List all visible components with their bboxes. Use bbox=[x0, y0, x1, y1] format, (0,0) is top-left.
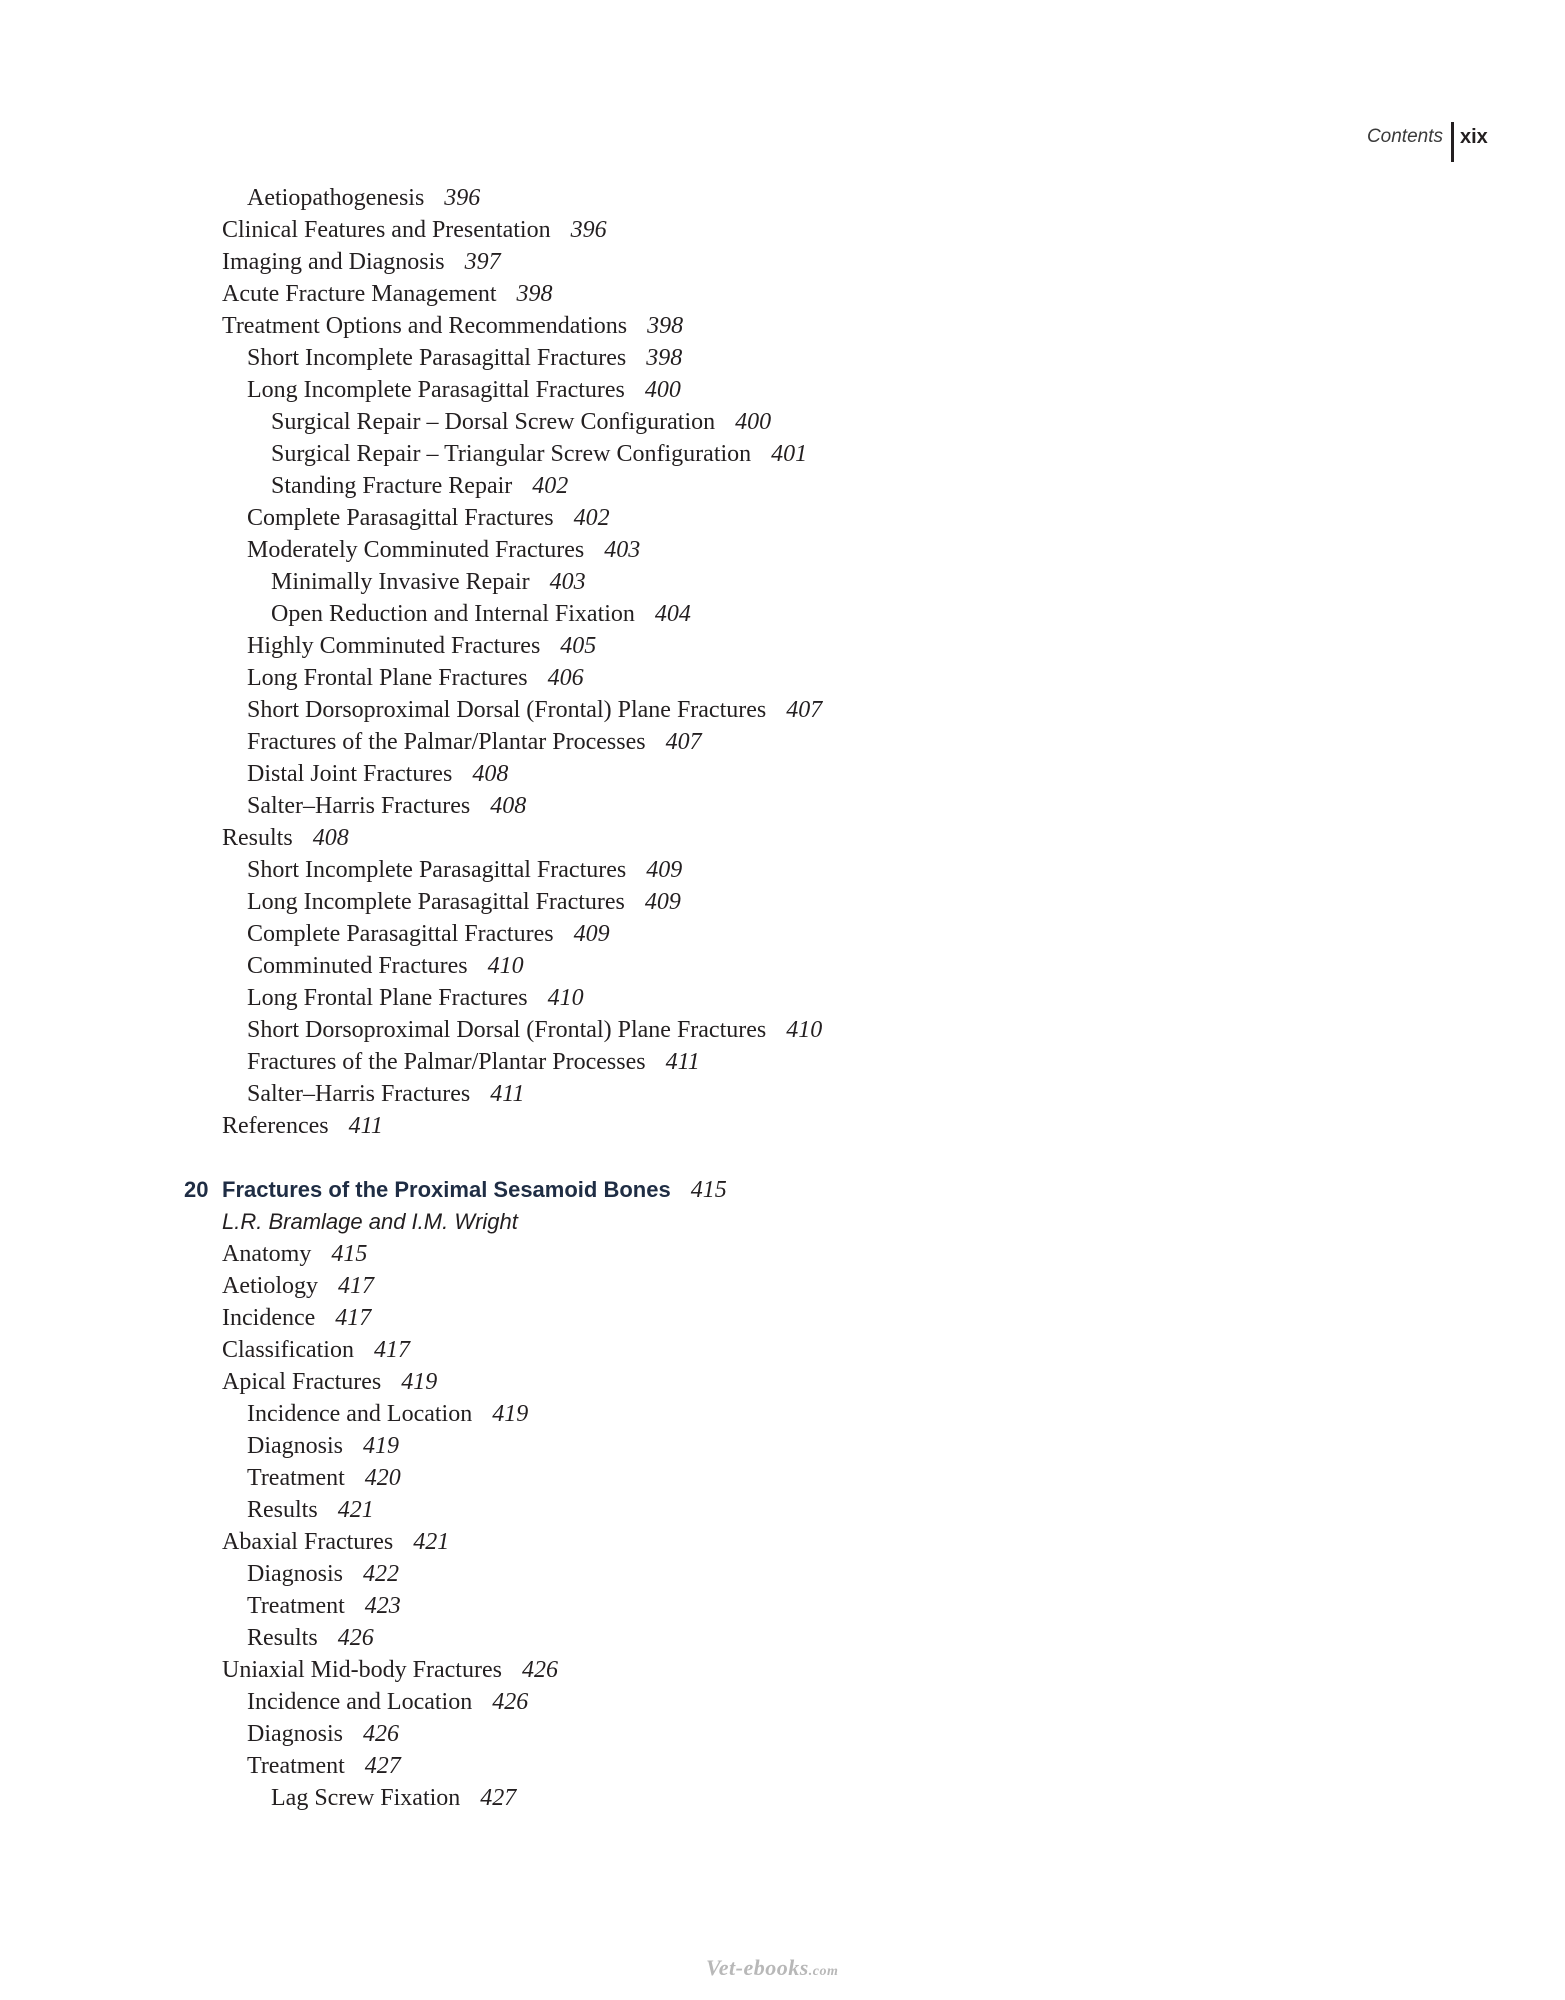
toc-entry-title: Classification bbox=[222, 1337, 354, 1363]
toc-entry-page: 401 bbox=[771, 441, 808, 467]
toc-entry-page: 408 bbox=[312, 825, 349, 851]
toc-entry bbox=[222, 1302, 371, 1334]
toc-entry-title: Surgical Repair – Triangular Screw Configuration bbox=[271, 441, 752, 467]
toc-entry-title: Fractures of the Palmar/Plantar Processes bbox=[247, 729, 646, 755]
toc-entry-title: Results bbox=[247, 1625, 318, 1651]
toc-entry-title: Short Incomplete Parasagittal Fractures bbox=[247, 345, 627, 371]
toc-entry-title: Salter–Harris Fractures bbox=[247, 793, 471, 819]
toc-entry-title: Fractures of the Palmar/Plantar Processes bbox=[247, 1049, 646, 1075]
toc-entry-title: Short Incomplete Parasagittal Fractures bbox=[247, 857, 627, 883]
toc-entry bbox=[247, 790, 526, 822]
toc-entry-title: Clinical Features and Presentation bbox=[222, 217, 551, 243]
toc-entry-page: 410 bbox=[547, 985, 584, 1011]
toc-entry-title: Results bbox=[222, 825, 293, 851]
toc-entry-title: Complete Parasagittal Fractures bbox=[247, 921, 554, 947]
toc-entry-page: 419 bbox=[492, 1401, 529, 1427]
toc-entry bbox=[271, 406, 771, 438]
toc-entry-page: 408 bbox=[490, 793, 527, 819]
toc-entry-page: 398 bbox=[516, 281, 553, 307]
toc-entry-page: 426 bbox=[363, 1721, 399, 1747]
toc-entry bbox=[222, 1238, 367, 1270]
toc-entry bbox=[247, 726, 702, 758]
toc-entry-page: 422 bbox=[363, 1561, 399, 1587]
toc-entry-title: Complete Parasagittal Fractures bbox=[247, 505, 554, 531]
toc-entry-title: Open Reduction and Internal Fixation bbox=[271, 601, 635, 627]
toc-entry-page: 421 bbox=[413, 1529, 450, 1555]
toc-entry bbox=[247, 374, 681, 406]
toc-entry bbox=[247, 534, 640, 566]
toc-entry-title: Incidence bbox=[222, 1305, 316, 1331]
toc-entry bbox=[247, 1590, 401, 1622]
toc-entry bbox=[247, 1430, 399, 1462]
toc-entry-title: Long Incomplete Parasagittal Fractures bbox=[247, 377, 625, 403]
toc-entry-title: Incidence and Location bbox=[247, 1401, 473, 1427]
toc-entry-title: Anatomy bbox=[222, 1241, 312, 1267]
toc-entry-page: 411 bbox=[490, 1081, 525, 1107]
toc-entry-title: Treatment bbox=[247, 1465, 345, 1491]
toc-entry-page: 417 bbox=[338, 1273, 374, 1299]
chapter-authors bbox=[222, 1206, 518, 1238]
toc-entry bbox=[222, 310, 683, 342]
toc-entry-page: 421 bbox=[337, 1497, 374, 1523]
toc-entry-title: Long Frontal Plane Fractures bbox=[247, 665, 528, 691]
toc-entry bbox=[247, 1046, 700, 1078]
toc-entry bbox=[247, 1622, 374, 1654]
chapter-page: 415 bbox=[690, 1177, 727, 1203]
toc-entry-page: 417 bbox=[373, 1337, 410, 1363]
toc-entry bbox=[247, 886, 681, 918]
chapter-number: 20 bbox=[184, 1177, 209, 1202]
chapter-title: Fractures of the Proximal Sesamoid Bones bbox=[222, 1177, 671, 1202]
toc-entry bbox=[247, 950, 524, 982]
running-head bbox=[0, 122, 1565, 162]
toc-entry-page: 404 bbox=[654, 601, 691, 627]
toc-entry-title: Aetiology bbox=[222, 1273, 318, 1299]
toc-entry-page: 402 bbox=[573, 505, 610, 531]
toc-entry bbox=[247, 1462, 401, 1494]
running-head-page-number: xix bbox=[1460, 126, 1488, 148]
toc-entry-title: Diagnosis bbox=[247, 1561, 343, 1587]
watermark-logo bbox=[706, 1955, 838, 1981]
toc-entry-title: Treatment bbox=[247, 1593, 345, 1619]
toc-entry-title: Salter–Harris Fractures bbox=[247, 1081, 471, 1107]
toc-entry-page: 397 bbox=[464, 249, 501, 275]
toc-entry-page: 408 bbox=[472, 761, 509, 787]
toc-entry bbox=[247, 694, 822, 726]
toc-entry-title: Highly Comminuted Fractures bbox=[247, 633, 541, 659]
chapter-heading bbox=[222, 1174, 727, 1206]
toc-entry bbox=[247, 502, 610, 534]
toc-entry-title: Incidence and Location bbox=[247, 1689, 473, 1715]
toc-entry bbox=[271, 566, 586, 598]
toc-entry-page: 400 bbox=[644, 377, 681, 403]
toc-entry-title: References bbox=[222, 1113, 329, 1139]
toc-entry-page: 410 bbox=[786, 1017, 823, 1043]
chapter-authors-text: L.R. Bramlage and I.M. Wright bbox=[222, 1209, 518, 1234]
toc-entry-page: 406 bbox=[547, 665, 584, 691]
toc-entry bbox=[247, 1398, 528, 1430]
toc-entry bbox=[222, 1366, 437, 1398]
toc-entry bbox=[247, 1494, 374, 1526]
toc-entry bbox=[247, 662, 584, 694]
toc-entry-page: 426 bbox=[521, 1657, 558, 1683]
toc-entry-title: Results bbox=[247, 1497, 318, 1523]
toc-entry bbox=[247, 1014, 822, 1046]
toc-entry-title: Short Dorsoproximal Dorsal (Frontal) Plane Fractures bbox=[247, 697, 767, 723]
toc-entry-page: 409 bbox=[646, 857, 683, 883]
toc-entry bbox=[271, 1782, 516, 1814]
toc-entry-title: Imaging and Diagnosis bbox=[222, 249, 445, 275]
toc-entry-title: Abaxial Fractures bbox=[222, 1529, 394, 1555]
toc-entry bbox=[222, 1526, 449, 1558]
toc-entry-page: 426 bbox=[337, 1625, 374, 1651]
toc-entry-page: 419 bbox=[401, 1369, 438, 1395]
toc-entry-page: 420 bbox=[364, 1465, 401, 1491]
toc-entry-page: 415 bbox=[331, 1241, 368, 1267]
toc-entry bbox=[222, 822, 349, 854]
toc-entry-title: Short Dorsoproximal Dorsal (Frontal) Plane Fractures bbox=[247, 1017, 767, 1043]
toc-entry-title: Diagnosis bbox=[247, 1433, 343, 1459]
running-head-divider bbox=[1451, 122, 1454, 162]
toc-entry-title: Minimally Invasive Repair bbox=[271, 569, 530, 595]
toc-entry-title: Aetiopathogenesis bbox=[247, 185, 425, 211]
toc-entry-title: Diagnosis bbox=[247, 1721, 343, 1747]
toc-entry bbox=[222, 1334, 410, 1366]
toc-entry bbox=[247, 918, 610, 950]
watermark-suffix: .com bbox=[808, 1964, 839, 1979]
toc-entry-title: Moderately Comminuted Fractures bbox=[247, 537, 585, 563]
toc-entry bbox=[247, 630, 596, 662]
toc-entry bbox=[247, 1718, 399, 1750]
toc-entry bbox=[222, 246, 501, 278]
toc-entry-page: 409 bbox=[644, 889, 681, 915]
toc-entry bbox=[222, 278, 553, 310]
toc-entry-page: 405 bbox=[560, 633, 597, 659]
toc-entry bbox=[247, 182, 480, 214]
toc-entry-page: 419 bbox=[363, 1433, 399, 1459]
toc-entry-page: 407 bbox=[665, 729, 702, 755]
toc-entry-page: 398 bbox=[646, 345, 683, 371]
toc-entry-page: 403 bbox=[549, 569, 586, 595]
toc-entry-page: 400 bbox=[735, 409, 772, 435]
toc-entry bbox=[222, 214, 607, 246]
toc-entry-page: 398 bbox=[647, 313, 684, 339]
toc-entry bbox=[247, 854, 682, 886]
toc-entry-title: Apical Fractures bbox=[222, 1369, 382, 1395]
toc-entry-title: Uniaxial Mid-body Fractures bbox=[222, 1657, 502, 1683]
toc-entry bbox=[222, 1270, 374, 1302]
toc-entry-page: 411 bbox=[348, 1113, 383, 1139]
toc-entry-page: 423 bbox=[364, 1593, 401, 1619]
toc-entry bbox=[247, 1078, 524, 1110]
toc-entry bbox=[247, 1686, 528, 1718]
toc-entry bbox=[247, 1750, 401, 1782]
toc-entry bbox=[247, 1558, 399, 1590]
toc-entry-title: Distal Joint Fractures bbox=[247, 761, 453, 787]
toc-entry bbox=[271, 470, 568, 502]
toc-entry-title: Surgical Repair – Dorsal Screw Configuration bbox=[271, 409, 716, 435]
toc-entry bbox=[247, 758, 508, 790]
toc-entry-page: 407 bbox=[786, 697, 823, 723]
toc-entry-page: 409 bbox=[573, 921, 610, 947]
toc-entry-page: 427 bbox=[480, 1785, 517, 1811]
toc-entry-page: 396 bbox=[444, 185, 481, 211]
toc-entry-page: 426 bbox=[492, 1689, 529, 1715]
toc-entry bbox=[222, 1654, 558, 1686]
toc-entry-title: Lag Screw Fixation bbox=[271, 1785, 461, 1811]
toc-entry bbox=[222, 1110, 383, 1142]
toc-entry-title: Standing Fracture Repair bbox=[271, 473, 513, 499]
toc-entry bbox=[271, 438, 807, 470]
toc-entry bbox=[247, 342, 682, 374]
toc-entry-title: Comminuted Fractures bbox=[247, 953, 468, 979]
toc-entry-page: 417 bbox=[335, 1305, 372, 1331]
toc-entry-page: 403 bbox=[604, 537, 641, 563]
toc-entry-page: 410 bbox=[487, 953, 524, 979]
toc-entry-title: Long Frontal Plane Fractures bbox=[247, 985, 528, 1011]
toc-entry-title: Acute Fracture Management bbox=[222, 281, 497, 307]
toc-entry-page: 396 bbox=[570, 217, 607, 243]
toc-entry bbox=[271, 598, 691, 630]
watermark-text: Vet-ebooks bbox=[706, 1955, 809, 1980]
toc-entry-title: Treatment bbox=[247, 1753, 345, 1779]
toc-entry-title: Long Incomplete Parasagittal Fractures bbox=[247, 889, 625, 915]
toc-entry bbox=[247, 982, 584, 1014]
running-head-section: Contents bbox=[1366, 126, 1443, 147]
toc-entry-title: Treatment Options and Recommendations bbox=[222, 313, 628, 339]
toc-entry-page: 427 bbox=[364, 1753, 401, 1779]
toc-entry-page: 411 bbox=[665, 1049, 700, 1075]
toc-entry-page: 402 bbox=[532, 473, 569, 499]
